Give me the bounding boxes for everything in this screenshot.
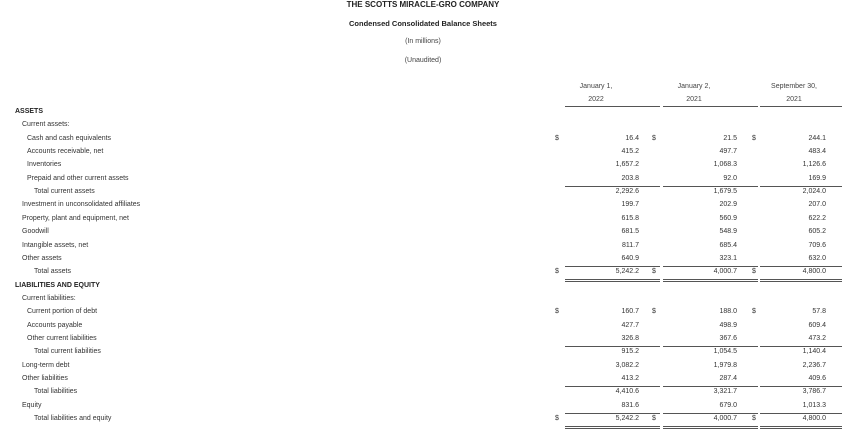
row-label: Property, plant and equipment, net <box>22 214 129 222</box>
cell-value-col2: 287.4 <box>719 375 737 382</box>
total-double-rule <box>760 426 842 429</box>
cell-value-col1: 160.7 <box>621 308 639 316</box>
cell-value-col1: 811.7 <box>622 241 639 249</box>
currency-symbol: $ <box>652 268 656 276</box>
subtotal-rule <box>565 346 660 347</box>
row-label: Total current assets <box>34 188 95 196</box>
subtotal-rule <box>663 346 758 347</box>
row-label: Total current liabilities <box>34 348 101 356</box>
cell-value-col3: 605.2 <box>808 228 826 236</box>
column-header-line2: 2022 <box>588 96 604 103</box>
row-label: Prepaid and other current assets <box>27 174 129 182</box>
cell-value-col2: 323.1 <box>719 254 737 262</box>
table-row <box>0 228 846 241</box>
cell-value-col2: 188.0 <box>719 308 737 316</box>
cell-value-col2: 685.4 <box>719 241 737 249</box>
cell-value-col1: 415.2 <box>621 148 639 156</box>
cell-value-col3: 244.1 <box>808 134 826 142</box>
table-row <box>0 348 846 361</box>
column-header-rule <box>565 106 660 107</box>
cell-value-col2: 498.9 <box>719 321 737 329</box>
cell-value-col1: 831.6 <box>621 401 639 409</box>
row-label: Current assets: <box>22 121 70 129</box>
row-label: Cash and cash equivalents <box>27 134 112 142</box>
column-header-line1: January 2, <box>677 83 711 90</box>
row-label: Other assets <box>22 254 62 262</box>
cell-value-col1: 199.7 <box>621 201 639 209</box>
subtotal-rule <box>663 413 758 414</box>
units-note: (In millions) <box>405 38 441 45</box>
subtotal-rule <box>760 346 842 347</box>
cell-value-col3: 4,800.0 <box>802 268 826 276</box>
cell-value-col3: 622.2 <box>808 214 826 222</box>
company-name: THE SCOTTS MIRACLE-GRO COMPANY <box>346 0 500 9</box>
currency-symbol: $ <box>652 308 656 316</box>
cell-value-col3: 3,786.7 <box>802 388 826 396</box>
cell-value-col1: 5,242.2 <box>615 268 639 276</box>
cell-value-col3: 2,236.7 <box>802 361 826 369</box>
cell-value-col3: 409.6 <box>808 375 826 382</box>
currency-symbol: $ <box>752 134 756 142</box>
total-double-rule <box>565 426 660 429</box>
cell-value-col1: 915.2 <box>621 348 639 356</box>
row-label: Accounts receivable, net <box>27 148 104 156</box>
cell-value-col1: 4,410.6 <box>615 388 639 396</box>
cell-value-col3: 1,126.6 <box>802 161 826 169</box>
currency-symbol: $ <box>752 268 756 276</box>
currency-symbol: $ <box>652 134 656 142</box>
table-row <box>0 322 846 335</box>
subtotal-rule <box>760 266 842 267</box>
cell-value-col3: 57.8 <box>812 308 826 316</box>
currency-symbol: $ <box>555 308 559 316</box>
table-row <box>0 201 846 214</box>
section-heading: LIABILITIES AND EQUITY <box>15 281 100 289</box>
cell-value-col2: 1,679.5 <box>713 188 737 196</box>
column-header-line1: September 30, <box>771 83 817 90</box>
cell-value-col3: 1,013.3 <box>802 401 826 409</box>
cell-value-col3: 483.4 <box>808 148 826 156</box>
cell-value-col1: 640.9 <box>621 254 639 262</box>
cell-value-col3: 1,140.4 <box>802 348 826 356</box>
cell-value-col3: 2,024.0 <box>802 188 826 196</box>
cell-value-col2: 3,321.7 <box>713 388 737 396</box>
table-row <box>0 121 846 134</box>
currency-symbol: $ <box>652 415 656 423</box>
cell-value-col3: 207.0 <box>808 201 826 209</box>
cell-value-col1: 427.7 <box>621 321 639 329</box>
subtotal-rule <box>760 186 842 187</box>
cell-value-col3: 473.2 <box>808 334 826 342</box>
table-row <box>0 161 846 174</box>
subtotal-rule <box>565 413 660 414</box>
row-label: Goodwill <box>22 228 49 236</box>
section-heading-row <box>0 108 846 121</box>
currency-symbol: $ <box>555 134 559 142</box>
table-row <box>0 295 846 308</box>
row-label: Total assets <box>34 268 71 276</box>
cell-value-col3: 709.6 <box>808 241 826 249</box>
cell-value-col2: 92.0 <box>723 174 737 182</box>
cell-value-col1: 203.8 <box>621 174 639 182</box>
table-row <box>0 308 846 321</box>
cell-value-col2: 679.0 <box>719 401 737 409</box>
cell-value-col1: 326.8 <box>621 334 639 342</box>
cell-value-col1: 1,657.2 <box>615 161 639 169</box>
row-label: Equity <box>22 401 42 409</box>
cell-value-col2: 21.5 <box>723 134 737 142</box>
currency-symbol: $ <box>555 415 559 423</box>
subtotal-rule <box>760 413 842 414</box>
row-label: Inventories <box>27 161 62 169</box>
table-row <box>0 148 846 161</box>
cell-value-col2: 1,068.3 <box>713 161 737 169</box>
table-row <box>0 388 846 401</box>
cell-value-col2: 1,979.8 <box>713 361 737 369</box>
cell-value-col3: 4,800.0 <box>802 415 826 423</box>
row-label: Other liabilities <box>22 375 68 382</box>
cell-value-col2: 1,054.5 <box>713 348 737 356</box>
column-header-1 <box>546 80 646 106</box>
subtotal-rule <box>663 186 758 187</box>
currency-symbol: $ <box>752 415 756 423</box>
column-header-line1: January 1, <box>579 83 613 90</box>
subtotal-rule <box>565 186 660 187</box>
cell-value-col2: 497.7 <box>719 148 737 156</box>
cell-value-col2: 202.9 <box>719 201 737 209</box>
row-label: Intangible assets, net <box>22 241 89 249</box>
cell-value-col2: 367.6 <box>719 334 737 342</box>
cell-value-col1: 413.2 <box>621 375 639 382</box>
statement-title: Condensed Consolidated Balance Sheets <box>349 19 497 28</box>
row-label: Investment in unconsolidated affiliates <box>22 201 141 209</box>
audit-note: (Unaudited) <box>404 57 442 64</box>
subtotal-rule <box>760 386 842 387</box>
cell-value-col1: 615.8 <box>621 214 639 222</box>
column-header-2 <box>644 80 744 106</box>
cell-value-col2: 4,000.7 <box>713 268 737 276</box>
table-row <box>0 215 846 228</box>
subtotal-rule <box>663 266 758 267</box>
cell-value-col1: 2,292.6 <box>615 188 639 196</box>
cell-value-col3: 609.4 <box>808 321 826 329</box>
table-row <box>0 135 846 148</box>
subtotal-rule <box>663 386 758 387</box>
currency-symbol: $ <box>752 308 756 316</box>
section-heading: ASSETS <box>15 108 44 115</box>
cell-value-col1: 3,082.2 <box>615 361 639 369</box>
row-label: Total liabilities <box>34 388 78 396</box>
row-label: Accounts payable <box>27 321 83 329</box>
table-row <box>0 362 846 375</box>
row-label: Other current liabilities <box>27 334 97 342</box>
cell-value-col1: 16.4 <box>625 134 639 142</box>
section-heading-row <box>0 282 846 295</box>
column-header-line2: 2021 <box>786 96 802 103</box>
cell-value-col2: 560.9 <box>719 214 737 222</box>
currency-symbol: $ <box>555 268 559 276</box>
cell-value-col3: 632.0 <box>808 254 826 262</box>
cell-value-col1: 5,242.2 <box>615 415 639 423</box>
table-row <box>0 242 846 255</box>
cell-value-col2: 548.9 <box>719 228 737 236</box>
cell-value-col2: 4,000.7 <box>713 415 737 423</box>
cell-value-col1: 681.5 <box>621 228 639 236</box>
column-header-line2: 2021 <box>686 96 702 103</box>
row-label: Current liabilities: <box>22 294 76 302</box>
column-header-rule <box>760 106 842 107</box>
row-label: Current portion of debt <box>27 308 98 316</box>
total-double-rule <box>663 426 758 429</box>
row-label: Long-term debt <box>22 361 70 369</box>
column-header-rule <box>663 106 758 107</box>
cell-value-col3: 169.9 <box>808 174 826 182</box>
row-label: Total liabilities and equity <box>34 415 112 423</box>
subtotal-rule <box>565 266 660 267</box>
column-header-3 <box>744 80 844 106</box>
subtotal-rule <box>565 386 660 387</box>
table-row <box>0 188 846 201</box>
